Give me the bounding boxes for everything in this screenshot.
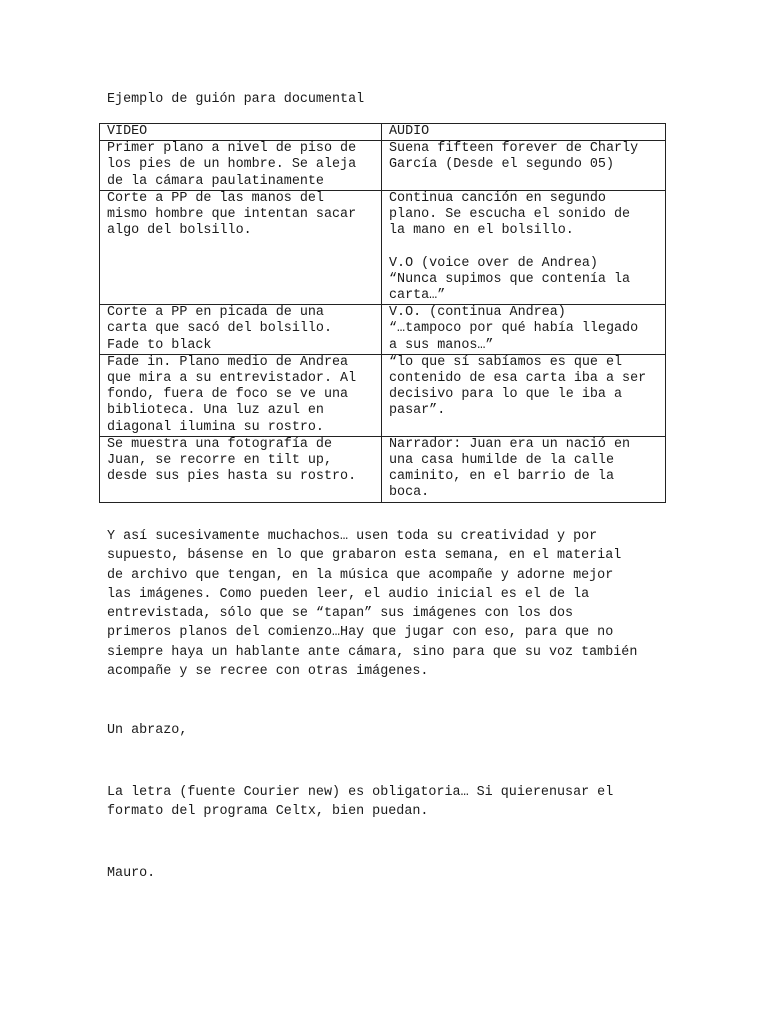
- table-row: [100, 141, 666, 191]
- audio-cell: Suena fifteen forever de Charly García (Desde el segundo 05): [382, 141, 666, 191]
- table-row: [100, 305, 666, 355]
- audio-cell: Continua canción en segundo plano. Se escucha el sonido de la mano en el bolsillo. V.O (voice over de Andrea) “Nunca supimos que contenía la carta…”: [382, 190, 666, 304]
- font-note: La letra (fuente Courier new) es obligatoria… Si quierenusar el formato del programa Celtx, bien puedan.: [107, 785, 614, 820]
- table-header-row: [100, 124, 666, 141]
- body-paragraph: Y así sucesivamente muchachos… usen toda su creatividad y por supuesto, básense en lo que grabaron esta semana, en el material de archivo que tengan, en la música que acompañe y adorne mejor las imágenes. Como pueden leer, el audio inicial es el de la entrevistada, sólo que se “tapan” sus imágenes con los dos primeros planos del comienzo…Hay que jugar con eso, para que no siempre haya un hablante ante cámara, sino para que su voz también acompañe y se recree con otras imágenes.: [107, 529, 638, 680]
- table-row: [100, 190, 666, 304]
- header-audio: AUDIO: [382, 124, 666, 141]
- script-table: [99, 123, 666, 503]
- video-cell: Corte a PP de las manos del mismo hombre que intentan sacar algo del bolsillo.: [100, 190, 382, 304]
- video-cell: Se muestra una fotografía de Juan, se recorre en tilt up, desde sus pies hasta su rostro.: [100, 436, 382, 502]
- video-cell: Primer plano a nivel de piso de los pies de un hombre. Se aleja de la cámara paulatinamente: [100, 141, 382, 191]
- audio-cell: V.O. (continua Andrea) “…tampoco por qué había llegado a sus manos…”: [382, 305, 666, 355]
- document-title: Ejemplo de guión para documental: [107, 92, 365, 107]
- table-row: [100, 436, 666, 502]
- audio-cell: “lo que sí sabíamos es que el contenido de esa carta iba a ser decisivo para lo que le iba a pasar”.: [382, 354, 666, 436]
- header-video: VIDEO: [100, 124, 382, 141]
- table-row: [100, 354, 666, 436]
- audio-cell: Narrador: Juan era un nació en una casa humilde de la calle caminito, en el barrio de la boca.: [382, 436, 666, 502]
- video-cell: Corte a PP en picada de una carta que sacó del bolsillo. Fade to black: [100, 305, 382, 355]
- signature: Mauro.: [107, 866, 156, 881]
- video-cell: Fade in. Plano medio de Andrea que mira a su entrevistador. Al fondo, fuera de foco se ve una biblioteca. Una luz azul en diagonal ilumina su rostro.: [100, 354, 382, 436]
- greeting: Un abrazo,: [107, 723, 188, 738]
